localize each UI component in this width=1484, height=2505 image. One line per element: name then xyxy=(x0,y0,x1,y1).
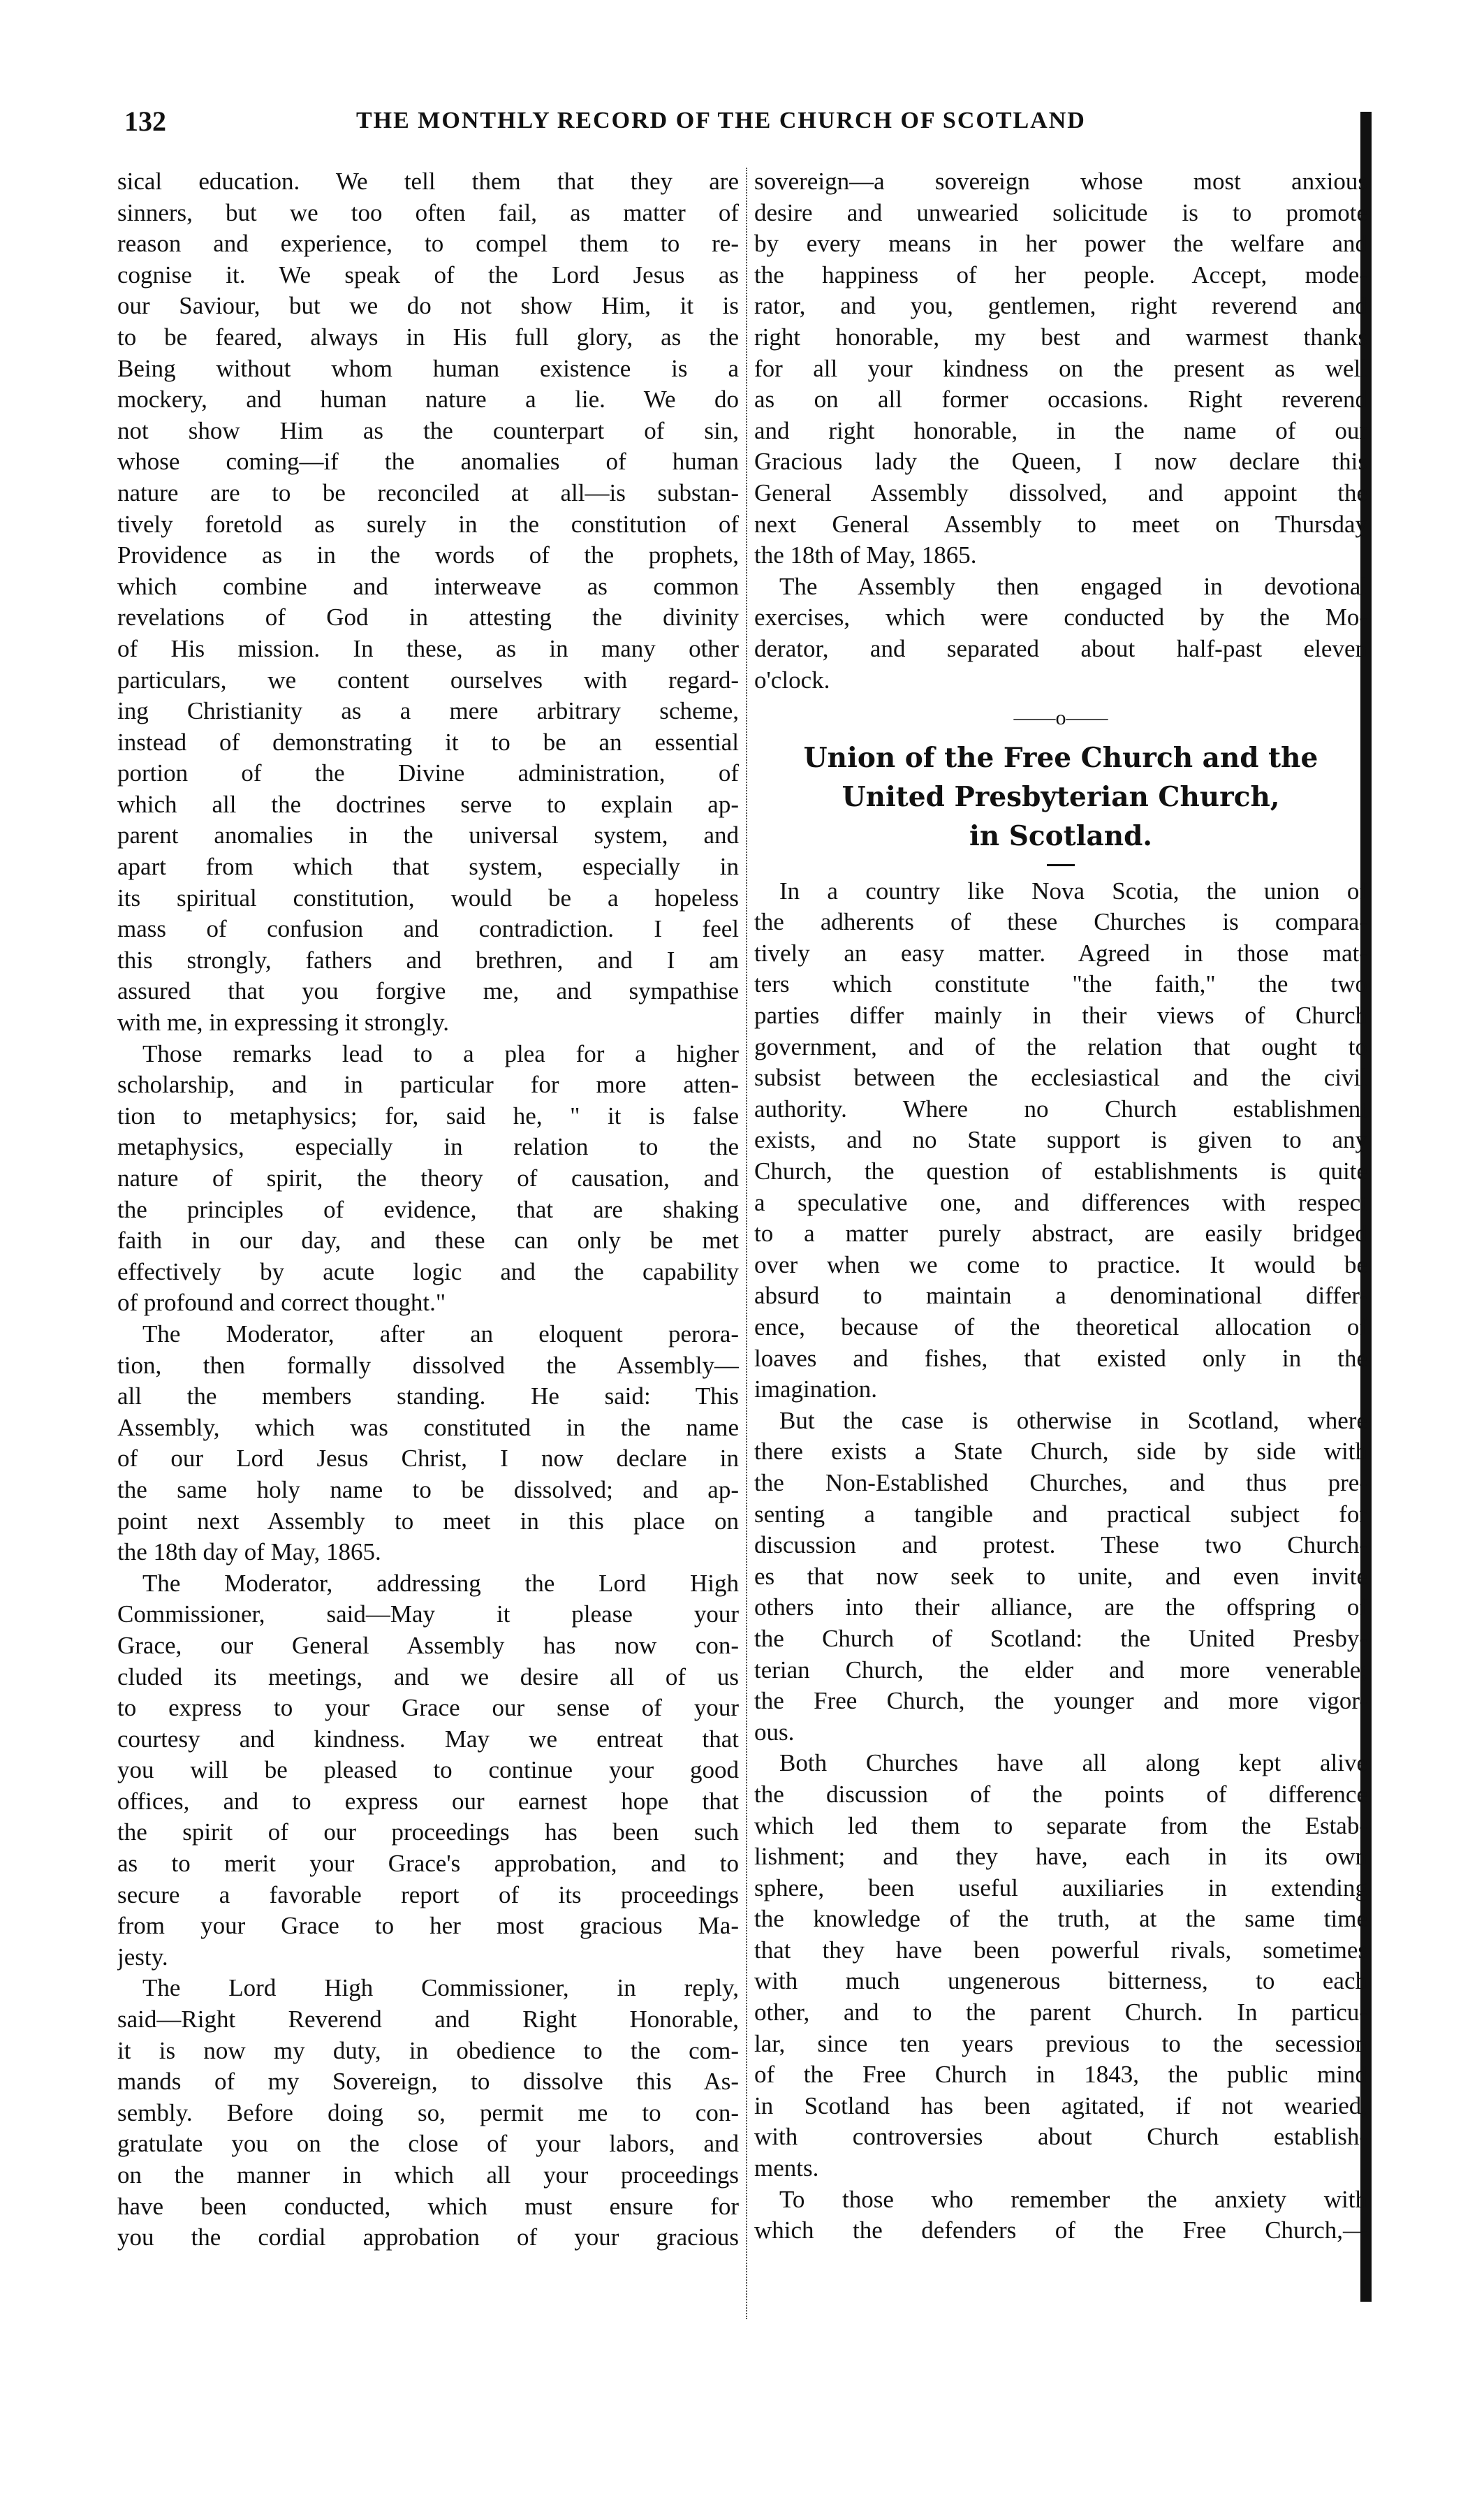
text-line: from your Grace to her most gracious Ma- xyxy=(117,1912,739,1940)
text-line: rator, and you, gentlemen, right reverend and xyxy=(754,292,1367,320)
text-line: the 18th of May, 1865. xyxy=(754,541,977,569)
text-line: to express to your Grace our sense of your xyxy=(117,1694,739,1722)
text-line: ence, because of the theoretical allocation of xyxy=(754,1313,1367,1341)
text-line: terian Church, the elder and more venerable; xyxy=(754,1656,1367,1684)
text-line: imagination. xyxy=(754,1375,877,1403)
text-line: government, and of the relation that ought to xyxy=(754,1032,1367,1060)
text-line: mockery, and human nature a lie. We do xyxy=(117,386,739,414)
text-line: over when we come to practice. It would be xyxy=(754,1250,1367,1278)
text-line: its spiritual constitution, would be a hopeless xyxy=(117,884,739,912)
text-line: ters which constitute "the faith," the two xyxy=(754,970,1367,998)
text-line: the Non-Established Churches, and thus pre- xyxy=(754,1468,1367,1496)
text-line: whose coming—if the anomalies of human xyxy=(117,448,739,476)
text-line: of our Lord Jesus Christ, I now declare in xyxy=(117,1445,739,1473)
text-line: which all the doctrines serve to explain ap- xyxy=(117,790,739,818)
text-line: cluded its meetings, and we desire all of us xyxy=(117,1663,739,1690)
text-line: with controversies about Church establish- xyxy=(754,2123,1367,2151)
text-line: secure a favorable report of its proceedings xyxy=(117,1880,739,1908)
text-line: the Free Church, the younger and more vigor- xyxy=(754,1687,1367,1715)
text-line: to a matter purely abstract, are easily bridged xyxy=(754,1220,1367,1248)
text-line: the discussion of the points of difference xyxy=(754,1780,1367,1808)
text-line: by every means in her power the welfare and xyxy=(754,230,1367,258)
section-separator: ——o—— xyxy=(1013,706,1108,730)
text-line: nature are to be reconciled at all—is substan- xyxy=(117,479,739,506)
text-line: Gracious lady the Queen, I now declare this xyxy=(754,448,1367,476)
text-line: tively foretold as surely in the constitution of xyxy=(117,510,739,538)
text-line: as to merit your Grace's approbation, and to xyxy=(117,1850,739,1878)
text-line: for all your kindness on the present as well xyxy=(754,354,1367,382)
text-line: next General Assembly to meet on Thursday xyxy=(754,510,1367,538)
text-line: General Assembly dissolved, and appoint the xyxy=(754,479,1367,506)
page-number: 132 xyxy=(124,105,166,137)
text-line: which the defenders of the Free Church,— xyxy=(754,2216,1367,2244)
text-line: To those who remember the anxiety with xyxy=(779,2185,1367,2213)
right-column-top-text xyxy=(754,166,1367,696)
text-line: the 18th day of May, 1865. xyxy=(117,1538,381,1566)
text-line: offices, and to express our earnest hope that xyxy=(117,1787,739,1815)
text-line: Church, the question of establishments is quite xyxy=(754,1157,1367,1185)
text-line: lar, since ten years previous to the secession xyxy=(754,2029,1367,2057)
text-line: Those remarks lead to a plea for a higher xyxy=(142,1039,739,1067)
text-line: The Moderator, after an eloquent perora- xyxy=(142,1320,739,1348)
text-line: reason and experience, to compel them to re- xyxy=(117,230,739,258)
text-line: the spirit of our proceedings has been such xyxy=(117,1818,739,1846)
text-line: absurd to maintain a denominational differ- xyxy=(754,1282,1367,1310)
text-line: Both Churches have all along kept alive xyxy=(779,1749,1367,1777)
text-line: said—Right Reverend and Right Honorable, xyxy=(117,2006,739,2033)
text-line: portion of the Divine administration, of xyxy=(117,759,739,787)
text-line: desire and unwearied solicitude is to promote xyxy=(754,198,1367,226)
text-line: which led them to separate from the Estab- xyxy=(754,1811,1367,1839)
text-line: a speculative one, and differences with respect xyxy=(754,1188,1367,1216)
text-line: scholarship, and in particular for more atten- xyxy=(117,1071,739,1099)
text-line: all the members standing. He said: This xyxy=(117,1382,739,1410)
text-line: o'clock. xyxy=(754,666,830,694)
right-column-body-text xyxy=(754,876,1367,2247)
text-line: derator, and separated about half-past eleven xyxy=(754,634,1367,662)
running-title: THE MONTHLY RECORD OF THE CHURCH OF SCOTLAND xyxy=(356,108,1086,133)
text-line: lishment; and they have, each in its own xyxy=(754,1843,1367,1871)
text-line: The Assembly then engaged in devotional xyxy=(779,572,1367,600)
text-line: as on all former occasions. Right reverend xyxy=(754,386,1367,414)
text-line: particulars, we content ourselves with regard- xyxy=(117,666,739,694)
text-line: parties differ mainly in their views of Church xyxy=(754,1002,1367,1030)
text-line: gratulate you on the close of your labors, and xyxy=(117,2130,739,2158)
text-line: es that now seek to unite, and even invite xyxy=(754,1562,1367,1590)
text-line: jesty. xyxy=(117,1943,168,1971)
text-line: in Scotland has been agitated, if not wearied, xyxy=(754,2091,1367,2119)
text-line: ments. xyxy=(754,2154,819,2182)
text-line: parent anomalies in the universal system, and xyxy=(117,821,739,849)
text-line: not show Him as the counterpart of sin, xyxy=(117,416,739,444)
text-line: our Saviour, but we do not show Him, it is xyxy=(117,292,739,320)
column-divider xyxy=(746,168,747,2319)
text-line: ous. xyxy=(754,1718,795,1746)
text-line: authority. Where no Church establishment xyxy=(754,1095,1367,1123)
text-line: senting a tangible and practical subject for xyxy=(754,1500,1367,1528)
text-line: sinners, but we too often fail, as matter of xyxy=(117,198,739,226)
section-heading-line: Union of the Free Church and the xyxy=(803,741,1318,774)
text-line: assured that you forgive me, and sympathise xyxy=(117,977,739,1005)
section-heading-line: in Scotland. xyxy=(969,819,1152,852)
text-line: But the case is otherwise in Scotland, where xyxy=(779,1406,1367,1434)
text-line: the principles of evidence, that are shaking xyxy=(117,1195,739,1223)
text-line: Providence as in the words of the prophets, xyxy=(117,541,739,569)
text-line: others into their alliance, are the offspring of xyxy=(754,1593,1367,1621)
text-line: In a country like Nova Scotia, the union of xyxy=(779,877,1367,905)
text-line: loaves and fishes, that existed only in the xyxy=(754,1344,1367,1372)
text-line: other, and to the parent Church. In particu- xyxy=(754,1999,1367,2026)
text-line: ing Christianity as a mere arbitrary scheme, xyxy=(117,697,739,725)
text-line: Commissioner, said—May it please your xyxy=(117,1600,739,1628)
text-line: sovereign—a sovereign whose most anxious xyxy=(754,168,1367,195)
text-line: and right honorable, in the name of our xyxy=(754,416,1367,444)
text-line: the Church of Scotland: the United Presby- xyxy=(754,1624,1367,1652)
text-line: The Moderator, addressing the Lord High xyxy=(142,1569,739,1597)
text-line: you the cordial approbation of your gracious xyxy=(117,2223,739,2251)
text-line: subsist between the ecclesiastical and the civil xyxy=(754,1064,1367,1092)
text-line: Being without whom human existence is a xyxy=(117,354,739,382)
text-line: this strongly, fathers and brethren, and I am xyxy=(117,946,739,974)
text-line: mands of my Sovereign, to dissolve this As- xyxy=(117,2068,739,2096)
text-line: instead of demonstrating it to be an essential xyxy=(117,728,739,756)
text-line: exercises, which were conducted by the Mo- xyxy=(754,604,1367,631)
text-line: nature of spirit, the theory of causation, and xyxy=(117,1164,739,1192)
text-line: of the Free Church in 1843, the public mind xyxy=(754,2061,1367,2089)
text-line: there exists a State Church, side by side with xyxy=(754,1438,1367,1466)
text-line: of His mission. In these, as in many other xyxy=(117,634,739,662)
text-line: tion, then formally dissolved the Assembly— xyxy=(117,1351,739,1379)
text-line: point next Assembly to meet in this place on xyxy=(117,1507,739,1535)
text-line: sembly. Before doing so, permit me to con- xyxy=(117,2098,739,2126)
text-line: you will be pleased to continue your good xyxy=(117,1756,739,1784)
text-line: to be feared, always in His full glory, as the xyxy=(117,323,739,351)
text-line: effectively by acute logic and the capability xyxy=(117,1257,739,1285)
text-line: with me, in expressing it strongly. xyxy=(117,1009,450,1037)
text-line: the happiness of her people. Accept, mode- xyxy=(754,261,1367,289)
section-heading xyxy=(754,740,1367,854)
text-line: The Lord High Commissioner, in reply, xyxy=(142,1974,739,2002)
text-line: that they have been powerful rivals, sometimes xyxy=(754,1936,1367,1964)
text-line: of profound and correct thought." xyxy=(117,1289,446,1317)
text-line: apart from which that system, especially in xyxy=(117,853,739,881)
text-line: sical education. We tell them that they are xyxy=(117,168,739,195)
text-line: discussion and protest. These two Church- xyxy=(754,1531,1367,1559)
right-column xyxy=(754,166,1367,2247)
text-line: courtesy and kindness. May we entreat that xyxy=(117,1725,739,1753)
text-line: the adherents of these Churches is compara- xyxy=(754,908,1367,936)
text-line: metaphysics, especially in relation to the xyxy=(117,1133,739,1161)
text-line: mass of confusion and contradiction. I feel xyxy=(117,915,739,943)
left-column xyxy=(117,166,739,2254)
text-line: the knowledge of the truth, at the same time xyxy=(754,1905,1367,1933)
text-line: revelations of God in attesting the divinity xyxy=(117,604,739,631)
text-line: tively an easy matter. Agreed in those mat- xyxy=(754,939,1367,967)
section-heading-line: United Presbyterian Church, xyxy=(842,780,1280,813)
text-line: tion to metaphysics; for, said he, " it is false xyxy=(117,1102,739,1130)
text-line: cognise it. We speak of the Lord Jesus as xyxy=(117,261,739,289)
text-line: on the manner in which all your proceedings xyxy=(117,2161,739,2189)
text-line: which combine and interweave as common xyxy=(117,572,739,600)
text-line: Assembly, which was constituted in the name xyxy=(117,1413,739,1441)
text-line: faith in our day, and these can only be met xyxy=(117,1227,739,1255)
text-line: have been conducted, which must ensure for xyxy=(117,2192,739,2220)
text-line: right honorable, my best and warmest thanks xyxy=(754,323,1367,351)
text-line: the same holy name to be dissolved; and ap- xyxy=(117,1475,739,1503)
text-line: exists, and no State support is given to any xyxy=(754,1126,1367,1154)
text-line: with much ungenerous bitterness, to each xyxy=(754,1967,1367,1995)
heading-rule xyxy=(1047,864,1075,866)
text-line: Grace, our General Assembly has now con- xyxy=(117,1631,739,1659)
text-line: sphere, been useful auxiliaries in extending xyxy=(754,1874,1367,1901)
text-line: it is now my duty, in obedience to the com- xyxy=(117,2036,739,2064)
